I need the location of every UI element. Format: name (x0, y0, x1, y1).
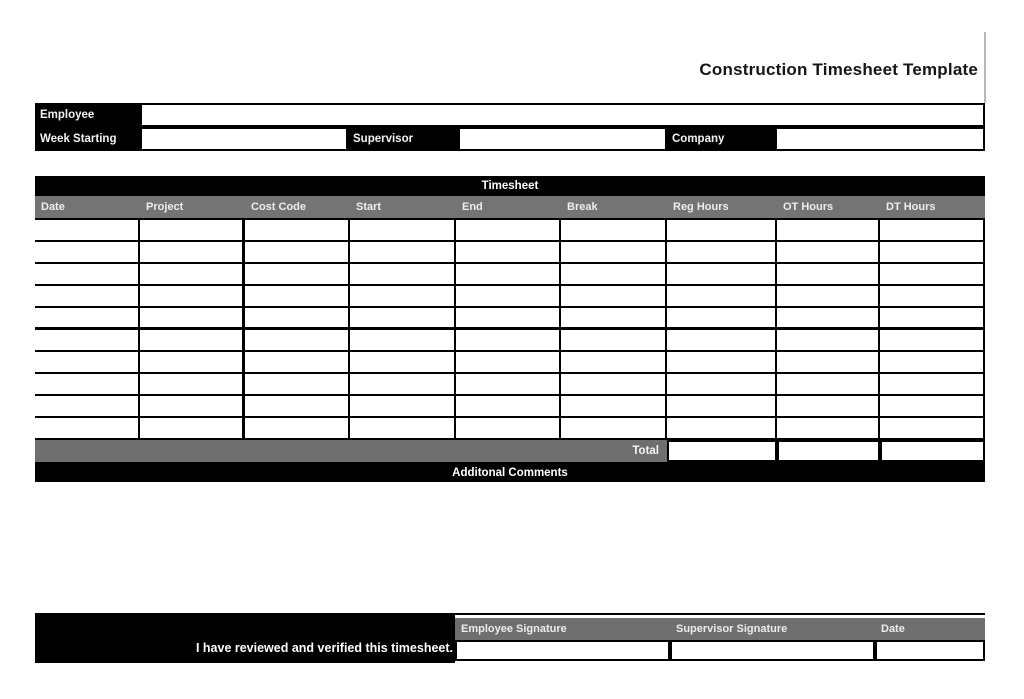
signature-column-header: Date (881, 623, 905, 635)
timesheet-cell[interactable] (245, 374, 350, 394)
timesheet-cell[interactable] (350, 418, 456, 438)
employee-row (35, 103, 985, 127)
timesheet-cell[interactable] (245, 242, 350, 262)
timesheet-cell[interactable] (456, 308, 561, 327)
timesheet-cell[interactable] (880, 352, 985, 372)
timesheet-row (35, 220, 985, 242)
timesheet-cell[interactable] (245, 352, 350, 372)
timesheet-cell[interactable] (456, 374, 561, 394)
timesheet-cell[interactable] (561, 286, 667, 306)
timesheet-cell[interactable] (140, 264, 245, 284)
timesheet-row (35, 396, 985, 418)
column-header: DT Hours (886, 201, 936, 213)
timesheet-column-headers (35, 196, 985, 218)
timesheet-cell[interactable] (245, 264, 350, 284)
timesheet-cell[interactable] (777, 286, 880, 306)
timesheet-cell[interactable] (350, 286, 456, 306)
column-header: Project (146, 201, 184, 213)
timesheet-cell[interactable] (350, 330, 456, 350)
timesheet-cell[interactable] (350, 308, 456, 327)
timesheet-cell[interactable] (140, 308, 245, 327)
timesheet-cell[interactable] (140, 242, 245, 262)
timesheet-cell[interactable] (561, 242, 667, 262)
timesheet-cell[interactable] (777, 220, 880, 240)
timesheet-cell[interactable] (35, 286, 140, 306)
supervisor-label: Supervisor (348, 127, 458, 151)
timesheet-cell[interactable] (245, 220, 350, 240)
comments-area[interactable] (35, 482, 985, 615)
timesheet-cell[interactable] (35, 242, 140, 262)
timesheet-cell[interactable] (667, 396, 777, 416)
timesheet-row (35, 418, 985, 440)
timesheet-cell[interactable] (667, 374, 777, 394)
week-starting-row (35, 127, 985, 151)
timesheet-cell[interactable] (35, 264, 140, 284)
timesheet-cell[interactable] (350, 352, 456, 372)
timesheet-cell[interactable] (456, 352, 561, 372)
timesheet-cell[interactable] (777, 374, 880, 394)
column-header: Cost Code (251, 201, 306, 213)
week-starting-field[interactable] (140, 127, 348, 151)
timesheet-cell[interactable] (245, 396, 350, 416)
timesheet-cell[interactable] (561, 330, 667, 350)
timesheet-cell[interactable] (456, 396, 561, 416)
timesheet-cell[interactable] (456, 242, 561, 262)
timesheet-cell[interactable] (561, 352, 667, 372)
column-header: End (462, 201, 483, 213)
column-header: Reg Hours (673, 201, 729, 213)
timesheet-cell[interactable] (880, 418, 985, 438)
timesheet-cell[interactable] (880, 308, 985, 327)
signature-cell[interactable] (455, 640, 670, 661)
page-edge-line (984, 32, 986, 103)
timesheet-cell[interactable] (880, 220, 985, 240)
timesheet-row (35, 242, 985, 264)
timesheet-cell[interactable] (667, 330, 777, 350)
timesheet-cell[interactable] (667, 220, 777, 240)
week-starting-label: Week Starting (35, 127, 140, 151)
employee-field[interactable] (140, 103, 985, 127)
timesheet-cell[interactable] (561, 220, 667, 240)
total-value-cell[interactable] (880, 440, 985, 462)
timesheet-cell[interactable] (561, 264, 667, 284)
timesheet-cell[interactable] (667, 264, 777, 284)
timesheet-cell[interactable] (350, 264, 456, 284)
timesheet-cell[interactable] (35, 308, 140, 327)
timesheet-row (35, 374, 985, 396)
timesheet-cell[interactable] (667, 242, 777, 262)
timesheet-cell[interactable] (35, 330, 140, 350)
signature-column-header: Supervisor Signature (676, 623, 788, 635)
timesheet-cell[interactable] (350, 220, 456, 240)
timesheet-section-title: Timesheet (35, 176, 985, 196)
signature-column-header: Employee Signature (461, 623, 567, 635)
timesheet-cell[interactable] (667, 352, 777, 372)
timesheet-cell[interactable] (777, 352, 880, 372)
timesheet-cell[interactable] (667, 418, 777, 438)
timesheet-row (35, 330, 985, 352)
timesheet-cell[interactable] (245, 418, 350, 438)
timesheet-cell[interactable] (880, 330, 985, 350)
timesheet-row (35, 352, 985, 374)
supervisor-field[interactable] (458, 127, 667, 151)
timesheet-cell[interactable] (140, 418, 245, 438)
employee-label: Employee (35, 103, 140, 127)
column-header: OT Hours (783, 201, 834, 213)
timesheet-table (35, 176, 985, 484)
timesheet-cell[interactable] (140, 286, 245, 306)
column-header: Start (356, 201, 382, 213)
timesheet-cell[interactable] (777, 396, 880, 416)
timesheet-cell[interactable] (456, 264, 561, 284)
timesheet-cell[interactable] (350, 374, 456, 394)
timesheet-cell[interactable] (140, 396, 245, 416)
timesheet-cell[interactable] (140, 220, 245, 240)
timesheet-cell[interactable] (140, 330, 245, 350)
timesheet-cell[interactable] (35, 352, 140, 372)
timesheet-cell[interactable] (777, 264, 880, 284)
timesheet-cell[interactable] (245, 330, 350, 350)
timesheet-cell[interactable] (350, 242, 456, 262)
timesheet-cell[interactable] (777, 242, 880, 262)
timesheet-row (35, 264, 985, 286)
header-fields (35, 103, 985, 151)
company-label: Company (667, 127, 775, 151)
column-header: Break (567, 201, 598, 213)
signature-table (455, 618, 985, 661)
timesheet-cell[interactable] (456, 286, 561, 306)
total-value-cell[interactable] (667, 440, 777, 462)
timesheet-cell[interactable] (880, 396, 985, 416)
timesheet-cell[interactable] (561, 418, 667, 438)
comments-section-title: Additonal Comments (35, 462, 985, 484)
timesheet-cell[interactable] (35, 418, 140, 438)
timesheet-cell[interactable] (140, 352, 245, 372)
total-cells (667, 440, 985, 462)
timesheet-cell[interactable] (880, 374, 985, 394)
timesheet-cell[interactable] (456, 330, 561, 350)
total-row (35, 440, 985, 462)
timesheet-cell[interactable] (880, 242, 985, 262)
timesheet-cell[interactable] (667, 308, 777, 327)
timesheet-cell[interactable] (561, 396, 667, 416)
timesheet-cell[interactable] (561, 308, 667, 327)
timesheet-row (35, 308, 985, 330)
timesheet-cell[interactable] (350, 396, 456, 416)
timesheet-body (35, 218, 985, 440)
signature-value-cells (455, 640, 985, 661)
timesheet-cell[interactable] (140, 374, 245, 394)
timesheet-cell[interactable] (456, 418, 561, 438)
timesheet-cell[interactable] (777, 308, 880, 327)
timesheet-cell[interactable] (880, 264, 985, 284)
timesheet-cell[interactable] (456, 220, 561, 240)
timesheet-cell[interactable] (561, 374, 667, 394)
signature-cell[interactable] (875, 640, 985, 661)
total-label: Total (35, 440, 667, 462)
attestation-block: I have reviewed and verified this timesheet. (35, 615, 455, 663)
timesheet-cell[interactable] (667, 286, 777, 306)
timesheet-cell[interactable] (777, 330, 880, 350)
company-field[interactable] (775, 127, 985, 151)
timesheet-cell[interactable] (35, 396, 140, 416)
timesheet-cell[interactable] (245, 286, 350, 306)
timesheet-cell[interactable] (245, 308, 350, 327)
timesheet-cell[interactable] (35, 374, 140, 394)
timesheet-cell[interactable] (35, 220, 140, 240)
document-title: Construction Timesheet Template (699, 60, 978, 79)
signature-cell[interactable] (670, 640, 875, 661)
timesheet-cell[interactable] (777, 418, 880, 438)
timesheet-row (35, 286, 985, 308)
total-value-cell[interactable] (777, 440, 880, 462)
signature-column-headers (455, 618, 985, 640)
column-header: Date (41, 201, 65, 213)
timesheet-cell[interactable] (880, 286, 985, 306)
